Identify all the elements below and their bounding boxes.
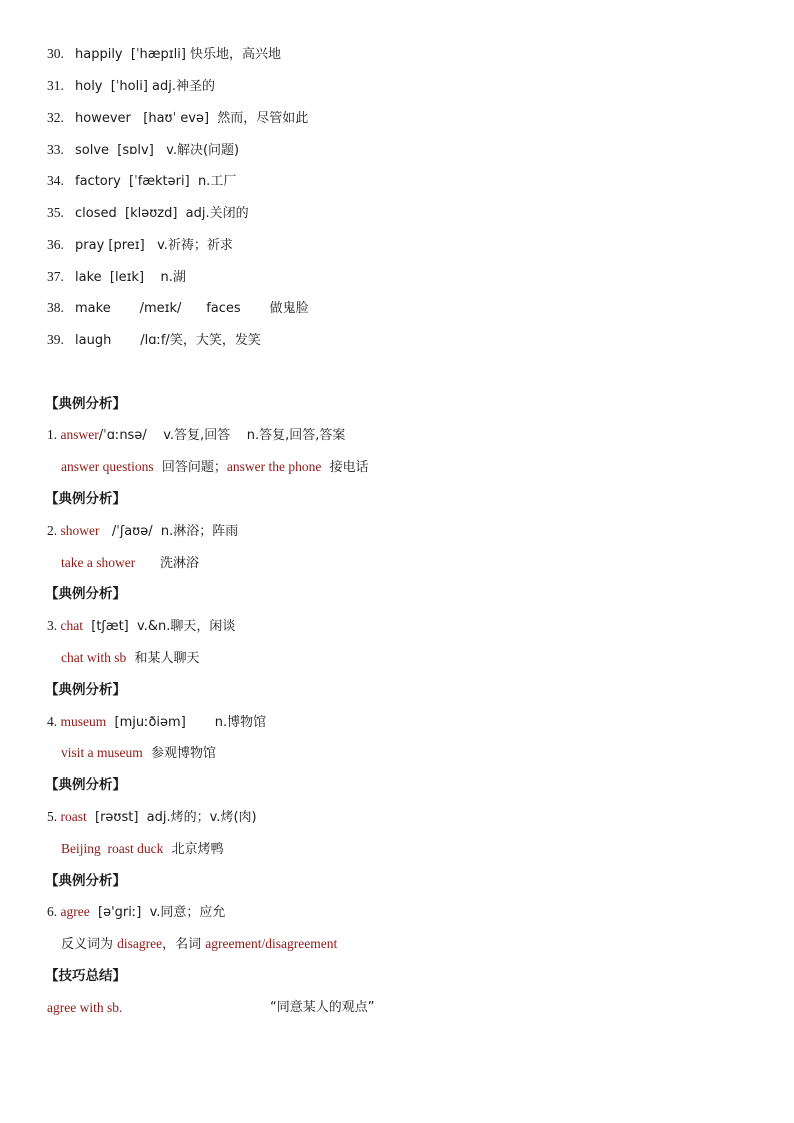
section-heading: 【典例分析】 — [45, 491, 126, 507]
vocab-item: 34. factory [ˈfæktəri] n.工厂 — [47, 173, 237, 189]
example-entry: 4. museum [mjuːðiəm] n.博物馆 — [47, 714, 267, 730]
example-phrase: visit a museum 参观博物馆 — [61, 745, 217, 761]
example-word: chat — [60, 618, 83, 633]
example-phrase: take a shower 洗淋浴 — [61, 555, 200, 571]
vocab-item: 37. lake [leɪk] n.湖 — [47, 269, 186, 285]
vocab-item: 35. closed [kləʊzd] adj.关闭的 — [47, 205, 249, 221]
example-entry: 3. chat [tʃæt] v.&n.聊天，闲谈 — [47, 618, 236, 634]
example-entry: 6. agree [ə'griː] v.同意；应允 — [47, 904, 226, 920]
example-entry: 1. answer/ˈɑːnsə/ v.答复,回答 n.答复,回答,答案 — [47, 427, 346, 443]
summary-heading: 【技巧总结】 — [45, 968, 126, 984]
vocab-item: 36. pray [preɪ] v.祈祷；祈求 — [47, 237, 233, 253]
vocab-item: 38. make /meɪk/ faces 做鬼脸 — [47, 300, 309, 316]
section-heading: 【典例分析】 — [45, 586, 126, 602]
example-word: roast — [60, 809, 87, 824]
example-phrase: 反义词为 disagree，名词 agreement/disagreement — [61, 936, 338, 952]
section-heading: 【典例分析】 — [45, 777, 126, 793]
vocab-item: 30. happily [ˈhæpɪli] 快乐地，高兴地 — [47, 46, 282, 62]
vocab-item: 31. holy [ˈholi] adj.神圣的 — [47, 78, 215, 94]
summary-phrase: agree with sb. — [47, 1000, 123, 1015]
example-entry: 2. shower /ˈʃaʊə/ n.淋浴；阵雨 — [47, 523, 239, 539]
example-word: museum — [60, 714, 107, 729]
vocab-item: 39. laugh /lɑːf/笑，大笑，发笑 — [47, 332, 261, 348]
section-heading: 【典例分析】 — [45, 682, 126, 698]
example-word: answer — [60, 427, 99, 442]
section-heading: 【典例分析】 — [45, 396, 126, 412]
vocab-item: 33. solve [sɒlv] v.解决(问题) — [47, 142, 240, 158]
summary-meaning: “同意某人的观点” — [270, 1000, 375, 1015]
section-heading: 【典例分析】 — [45, 873, 126, 889]
example-word: agree — [60, 904, 90, 919]
vocab-item: 32. however [haʊˈ evə] 然而，尽管如此 — [47, 110, 309, 126]
example-phrase: chat with sb 和某人聊天 — [61, 650, 200, 666]
example-phrase: Beijing roast duck 北京烤鸭 — [61, 841, 224, 857]
example-phrase: answer questions 回答问题；answer the phone 接电话 — [61, 459, 369, 475]
example-word: shower — [60, 523, 100, 538]
example-entry: 5. roast [rəʊst] adj.烤的；v.烤(肉) — [47, 809, 257, 825]
